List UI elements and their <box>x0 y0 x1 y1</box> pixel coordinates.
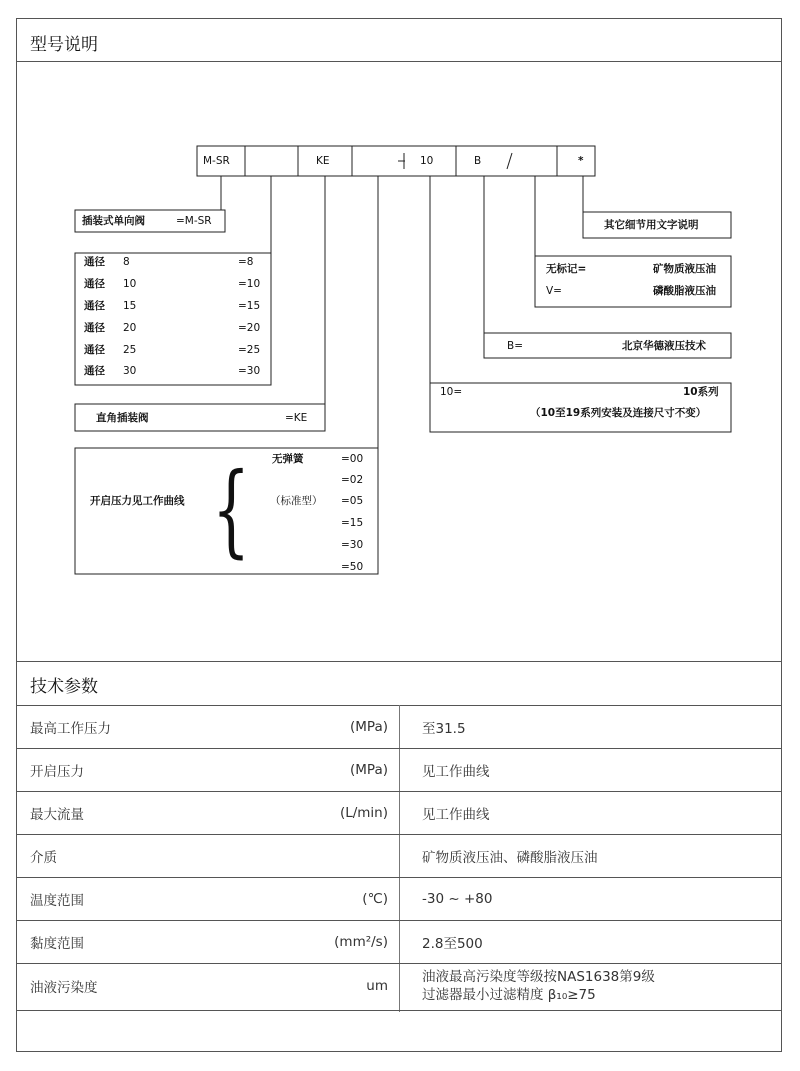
table-row <box>16 834 782 877</box>
standard-label: （标准型） <box>270 495 323 507</box>
param-name: 油液污染度 <box>30 980 98 996</box>
type-label: 插装式单向阀 <box>82 215 145 227</box>
code-box-6: B <box>474 155 482 167</box>
code-box-1: M-SR <box>203 155 230 167</box>
series-note: （10至19系列安装及连接尺寸不变） <box>530 407 707 419</box>
param-value <box>422 963 655 1009</box>
table-row <box>16 963 782 1009</box>
code-box-5: 10 <box>420 155 434 167</box>
bore-size: 25 <box>123 344 137 356</box>
bore-code: =20 <box>238 322 261 334</box>
param-value: 至31.5 <box>422 720 466 737</box>
param-name: 最高工作压力 <box>30 720 111 737</box>
param-value-line2: 过滤器最小过滤精度 β₁₀≥75 <box>422 987 596 1003</box>
code-box-row <box>197 146 595 176</box>
bore-size: 30 <box>123 365 137 377</box>
bore-label: 通径 <box>84 300 105 312</box>
param-unit: (MPa) <box>350 761 388 778</box>
param-value: 2.8至500 <box>422 935 483 952</box>
section-title-params: 技术参数 <box>30 677 98 697</box>
pressure-code: =50 <box>341 561 364 573</box>
bore-code: =15 <box>238 300 261 312</box>
bore-size: 8 <box>123 256 130 268</box>
bore-size: 20 <box>123 322 137 334</box>
series-value: 10系列 <box>683 386 719 398</box>
code-box-3: KE <box>316 155 330 167</box>
pressure-code: =15 <box>341 517 364 529</box>
bore-code: =8 <box>238 256 254 268</box>
angle-value: =KE <box>285 412 308 424</box>
param-unit: um <box>366 978 388 994</box>
code-box-8: * <box>578 155 584 167</box>
angle-label: 直角插装阀 <box>96 412 149 424</box>
b-value: 北京华德液压技术 <box>622 340 706 352</box>
brace-icon: { <box>212 451 251 568</box>
section-title-model: 型号说明 <box>30 35 98 55</box>
param-unit: (℃) <box>362 890 388 907</box>
table-row <box>16 791 782 834</box>
param-value-line1: 油液最高污染度等级按NAS1638第9级 <box>422 969 655 985</box>
param-value: 见工作曲线 <box>422 763 490 780</box>
param-name: 开启压力 <box>30 763 84 780</box>
bore-size: 15 <box>123 300 137 312</box>
table-row <box>16 705 782 748</box>
table-row <box>16 748 782 791</box>
bore-label: 通径 <box>84 278 105 290</box>
type-value: =M-SR <box>176 215 212 227</box>
param-unit: (L/min) <box>339 804 388 821</box>
row-divider <box>16 1010 782 1011</box>
bore-label: 通径 <box>84 256 105 268</box>
oil-v-value: 磷酸脂液压油 <box>653 285 716 297</box>
b-label: B= <box>507 340 524 352</box>
series-label: 10= <box>440 386 463 398</box>
table-row <box>16 920 782 963</box>
pressure-code: =00 <box>341 453 364 465</box>
param-value: 矿物质液压油、磷酸脂液压油 <box>422 849 598 866</box>
bore-label: 通径 <box>84 344 105 356</box>
param-unit: (MPa) <box>350 718 388 735</box>
oil-v-label: V= <box>546 285 562 297</box>
other-label: 其它细节用文字说明 <box>604 219 699 231</box>
param-name: 最大流量 <box>30 806 84 823</box>
bore-code: =30 <box>238 365 261 377</box>
bore-code: =10 <box>238 278 261 290</box>
pressure-code: =02 <box>341 474 364 486</box>
bore-size: 10 <box>123 278 137 290</box>
divider <box>16 661 782 662</box>
bore-label: 通径 <box>84 365 105 377</box>
oil-none-value: 矿物质液压油 <box>653 263 716 275</box>
pressure-code: =30 <box>341 539 364 551</box>
pressure-label: 开启压力见工作曲线 <box>90 495 185 507</box>
no-spring-label: 无弹簧 <box>272 453 304 465</box>
param-value: -30 ~ +80 <box>422 890 493 907</box>
pressure-code: =05 <box>341 495 364 507</box>
param-name: 黏度范围 <box>30 935 84 952</box>
param-name: 温度范围 <box>30 892 84 909</box>
bore-label: 通径 <box>84 322 105 334</box>
param-unit: (mm²/s) <box>334 933 388 950</box>
param-name: 介质 <box>30 849 57 866</box>
oil-none-label: 无标记= <box>546 263 587 275</box>
param-value: 见工作曲线 <box>422 806 490 823</box>
table-row <box>16 877 782 920</box>
bore-code: =25 <box>238 344 261 356</box>
